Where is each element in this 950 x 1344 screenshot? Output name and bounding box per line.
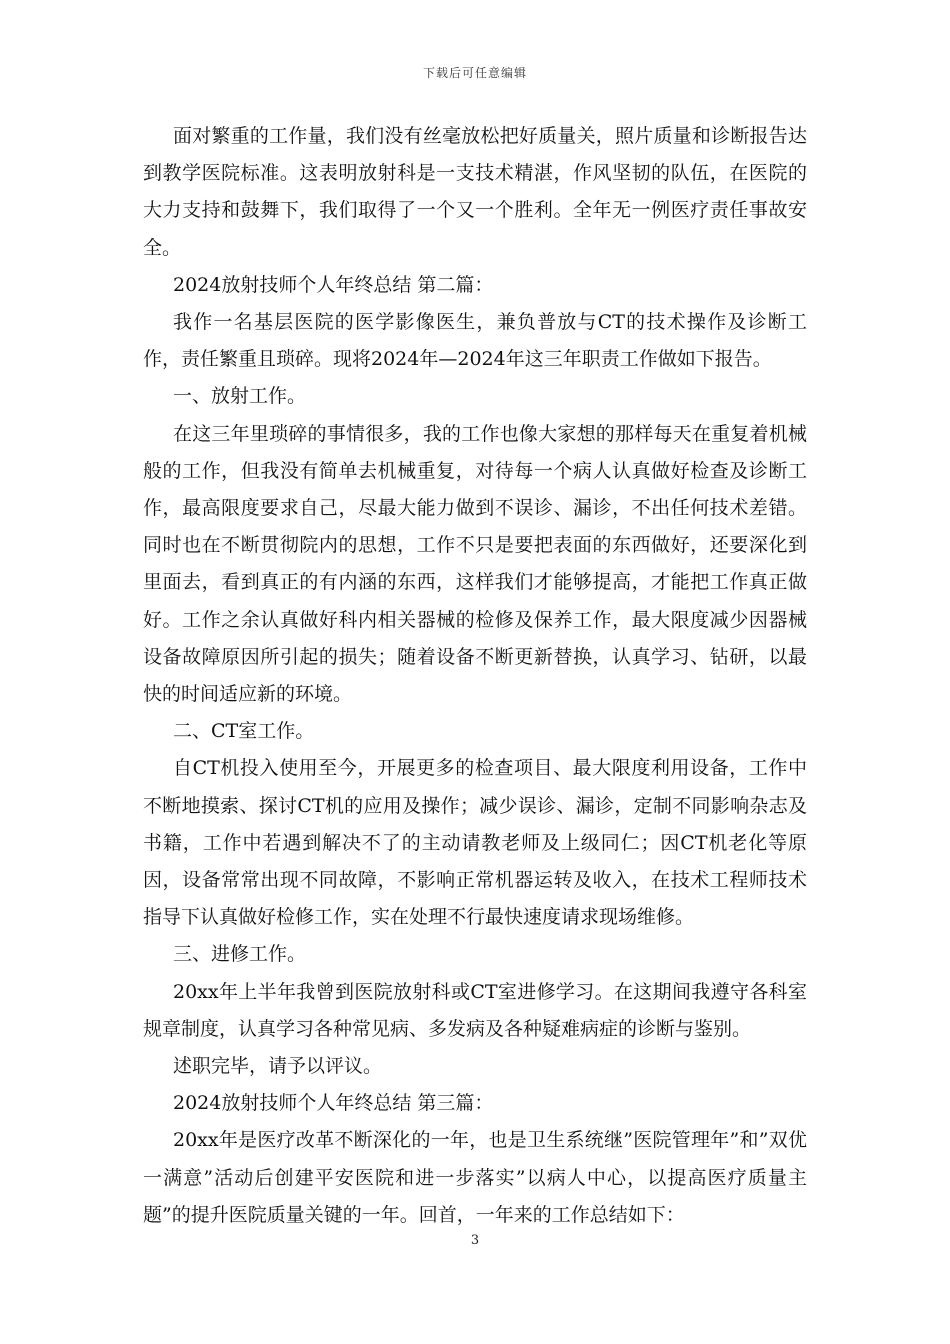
heading-training-work: 三、进修工作。 [173, 943, 307, 966]
paragraph-closing: 述职完毕，请予以评议。 [173, 1055, 383, 1078]
section-title-part-two: 2024放射技师个人年终总结 第二篇： [173, 273, 494, 296]
paragraph-intro-part-two: 我作一名基层医院的医学影像医生，兼负普放与CT的技术操作及诊断工作，责任繁重且琐碎。现将2024年—2024年这三年职责工作做如下报告。 [143, 311, 807, 371]
section-title-part-three: 2024放射技师个人年终总结 第三篇： [173, 1092, 494, 1115]
page-header: 下载后可任意编辑 [422, 66, 527, 80]
page-number: 3 [470, 1233, 480, 1248]
paragraph-training-work: 20xx年上半年我曾到医院放射科或CT室进修学习。在这期间我遵守各科室规章制度，认真学习各种常见病、多发病及各种疑难病症的诊断与鉴别。 [143, 980, 807, 1040]
heading-radiology-work: 一、放射工作。 [173, 385, 307, 408]
document-body [143, 118, 807, 1234]
paragraph-ct-room-work: 自CT机投入使用至今，开展更多的检查项目、最大限度利用设备，工作中不断地摸索、探讨CT机的应用及操作；减少误诊、漏诊，定制不同影响杂志及书籍，工作中若遇到解决不了的主动请教老师及上级同仁；因CT机老化等原因，设备常常出现不同故障，不影响正常机器运转及收入，在技术工程师技术指导下认真做好检修工作，实在处理不行最快速度请求现场维修。 [143, 757, 807, 929]
paragraph-quality-control: 面对繁重的工作量，我们没有丝毫放松把好质量关，照片质量和诊断报告达到教学医院标准。这表明放射科是一支技术精湛，作风坚韧的队伍，在医院的大力支持和鼓舞下，我们取得了一个又一个胜利。全年无一例医疗责任事故安全。 [143, 125, 807, 259]
paragraph-intro-part-three: 20xx年是医疗改革不断深化的一年，也是卫生系统继”医院管理年”和”双优一满意”活动后创建平安医院和进一步落实”以病人中心，以提高医疗质量主题”的提升医院质量关键的一年。回首，一年来的工作总结如下： [143, 1129, 807, 1226]
heading-ct-room-work: 二、CT室工作。 [173, 720, 315, 743]
paragraph-radiology-work: 在这三年里琐碎的事情很多，我的工作也像大家想的那样每天在重复着机械般的工作，但我没有简单去机械重复，对待每一个病人认真做好检查及诊断工作，最高限度要求自己，尽最大能力做到不误诊、漏诊，不出任何技术差错。同时也在不断贯彻院内的思想，工作不只是要把表面的东西做好，还要深化到里面去，看到真正的有内涵的东西，这样我们才能够提高，才能把工作真正做好。工作之余认真做好科内相关器械的检修及保养工作，最大限度减少因器械设备故障原因所引起的损失；随着设备不断更新替换，认真学习、钻研，以最快的时间适应新的环境。 [143, 422, 807, 706]
